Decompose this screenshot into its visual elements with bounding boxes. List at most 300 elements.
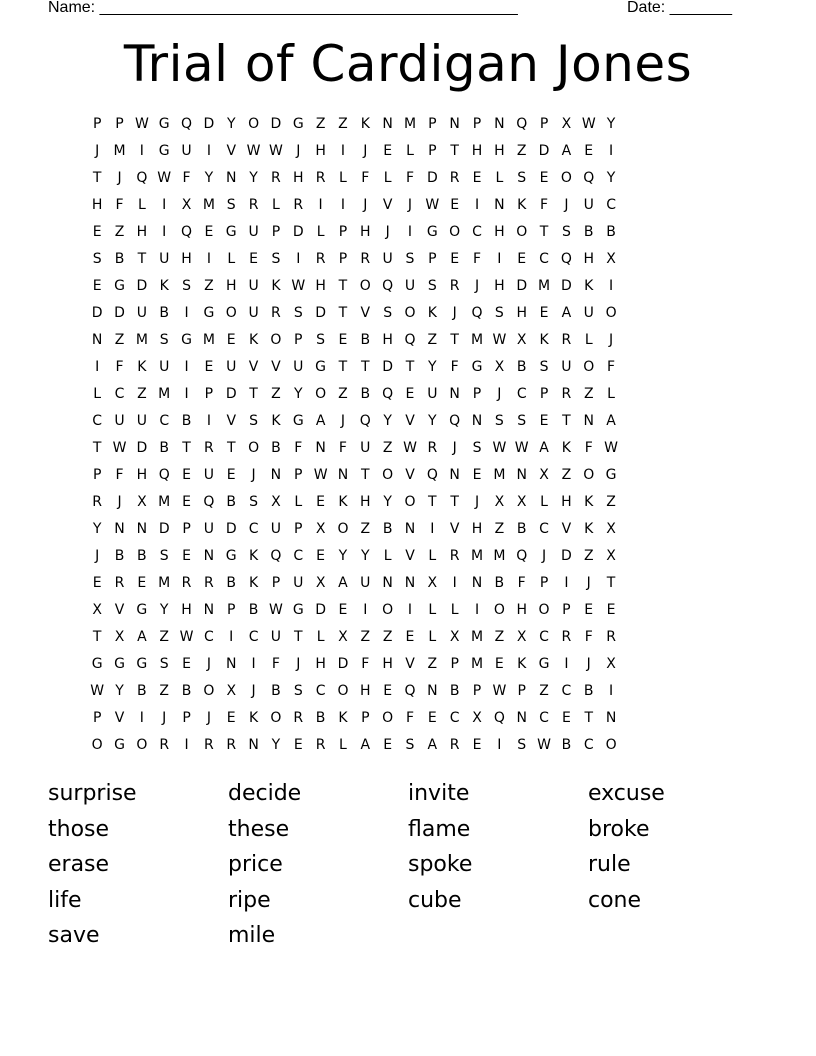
grid-letter: M — [113, 143, 126, 159]
word-list-row — [48, 779, 768, 815]
grid-letter: O — [270, 332, 282, 348]
grid-letter: Z — [204, 278, 214, 294]
grid-letter: Q — [136, 170, 148, 186]
grid-letter: P — [294, 467, 303, 483]
grid-letter: Q — [181, 116, 193, 132]
grid-letter: R — [114, 575, 125, 591]
grid-letter: P — [271, 224, 281, 240]
grid-letter: E — [427, 710, 437, 726]
grid-letter: F — [472, 251, 482, 267]
grid-letter: O — [203, 683, 215, 699]
grid-letter: J — [206, 656, 211, 672]
grid-letter: N — [270, 467, 282, 483]
word-list-item: cube — [408, 887, 462, 913]
grid-letter: T — [338, 359, 348, 375]
grid-letter: Q — [560, 251, 572, 267]
grid-letter: C — [449, 710, 460, 726]
grid-row — [86, 466, 734, 493]
grid-letter: W — [537, 737, 551, 753]
grid-letter: F — [584, 440, 593, 456]
grid-letter: T — [428, 494, 437, 510]
grid-row — [86, 520, 734, 547]
grid-letter: H — [382, 332, 393, 348]
name-field-label: Name: _______________________________________________ — [48, 0, 518, 16]
grid-letter: C — [516, 386, 527, 402]
grid-letter: I — [452, 575, 457, 591]
grid-letter: B — [159, 305, 169, 321]
grid-letter: X — [606, 521, 616, 537]
grid-letter: D — [426, 170, 438, 186]
grid-letter: O — [516, 224, 528, 240]
grid-letter: J — [117, 494, 122, 510]
grid-letter: N — [248, 737, 259, 753]
grid-letter: F — [361, 170, 370, 186]
grid-letter: V — [360, 305, 371, 321]
word-list-item: ripe — [228, 887, 271, 913]
grid-letter: I — [340, 143, 346, 159]
grid-letter: W — [492, 440, 507, 456]
grid-letter: T — [450, 143, 459, 159]
grid-letter: Z — [427, 656, 438, 672]
grid-letter: N — [494, 197, 505, 213]
grid-letter: G — [538, 656, 550, 672]
grid-letter: Y — [606, 116, 616, 132]
grid-letter: I — [95, 359, 100, 375]
grid-letter: U — [583, 197, 594, 213]
grid-letter: J — [296, 656, 301, 672]
grid-letter: R — [427, 440, 438, 456]
grid-letter: D — [270, 116, 282, 132]
grid-letter: I — [497, 251, 502, 267]
grid-letter: E — [584, 143, 594, 159]
grid-letter: I — [474, 197, 480, 213]
grid-letter: X — [226, 683, 237, 699]
grid-letter: W — [514, 440, 529, 456]
page-title: Trial of Cardigan Jones — [123, 35, 693, 93]
grid-letter: I — [184, 359, 189, 375]
date-field-label: Date: _______ — [627, 0, 732, 16]
grid-letter: N — [114, 521, 125, 537]
grid-letter: H — [360, 224, 371, 240]
grid-letter: N — [91, 332, 103, 348]
grid-letter: W — [581, 116, 596, 132]
grid-letter: E — [383, 683, 393, 699]
grid-letter: U — [293, 575, 304, 591]
grid-letter: F — [405, 170, 415, 186]
grid-letter: X — [92, 602, 102, 618]
grid-letter: O — [136, 737, 148, 753]
grid-letter: S — [159, 548, 169, 564]
grid-letter: D — [337, 656, 349, 672]
grid-letter: J — [407, 197, 413, 213]
grid-letter: B — [583, 683, 594, 699]
grid-letter: C — [472, 224, 482, 240]
grid-letter: E — [472, 467, 482, 483]
grid-letter: H — [583, 251, 594, 267]
grid-letter: R — [248, 197, 259, 213]
grid-letter: C — [293, 548, 304, 564]
grid-letter: O — [337, 521, 349, 537]
grid-letter: I — [296, 251, 301, 267]
grid-letter: T — [450, 332, 459, 348]
grid-letter: W — [604, 440, 618, 456]
grid-row — [86, 304, 734, 331]
grid-letter: Q — [203, 494, 215, 510]
grid-letter: B — [181, 413, 192, 429]
grid-letter: K — [248, 575, 259, 591]
grid-letter: F — [517, 575, 526, 591]
grid-letter: Z — [159, 683, 169, 699]
grid-letter: M — [135, 332, 148, 348]
grid-letter: V — [382, 197, 393, 213]
grid-letter: I — [184, 737, 189, 753]
grid-letter: D — [203, 116, 215, 132]
grid-letter: M — [202, 332, 215, 348]
grid-letter: N — [494, 116, 505, 132]
grid-letter: L — [540, 494, 548, 510]
grid-letter: S — [405, 251, 415, 267]
grid-letter: L — [383, 548, 392, 564]
grid-letter: M — [158, 386, 171, 402]
grid-letter: Z — [338, 116, 348, 132]
grid-letter: P — [539, 575, 549, 591]
grid-letter: J — [251, 467, 256, 483]
grid-letter: U — [181, 143, 192, 159]
grid-letter: I — [139, 710, 144, 726]
grid-letter: P — [338, 251, 348, 267]
grid-letter: B — [606, 224, 616, 240]
grid-letter: A — [427, 737, 438, 753]
grid-letter: D — [538, 143, 550, 159]
grid-letter: N — [225, 170, 237, 186]
grid-letter: Q — [158, 467, 170, 483]
grid-letter: O — [248, 116, 260, 132]
word-list-item: mile — [228, 923, 276, 949]
grid-letter: J — [586, 575, 591, 591]
grid-letter: V — [248, 359, 259, 375]
grid-letter: M — [470, 332, 484, 348]
grid-letter: X — [427, 575, 438, 591]
grid-letter: E — [450, 197, 460, 213]
grid-letter: C — [539, 710, 549, 726]
grid-letter: U — [226, 359, 237, 375]
grid-letter: L — [339, 737, 347, 753]
grid-letter: G — [315, 359, 327, 375]
grid-letter: F — [584, 629, 593, 645]
grid-letter: V — [449, 521, 460, 537]
grid-letter: E — [405, 386, 415, 402]
grid-letter: L — [607, 386, 615, 402]
grid-letter: N — [404, 575, 416, 591]
grid-letter: M — [158, 494, 171, 510]
grid-letter: D — [382, 359, 394, 375]
grid-letter: B — [516, 359, 527, 375]
grid-letter: G — [292, 116, 304, 132]
grid-letter: M — [538, 278, 551, 294]
grid-letter: D — [315, 305, 326, 321]
grid-letter: L — [316, 629, 325, 645]
grid-letter: H — [91, 197, 103, 213]
grid-letter: W — [134, 116, 149, 132]
grid-letter: U — [293, 359, 304, 375]
grid-letter: C — [248, 629, 259, 645]
word-list-item: cone — [588, 887, 642, 913]
grid-letter: D — [292, 224, 304, 240]
grid-letter: X — [315, 575, 326, 591]
grid-letter: Y — [249, 170, 258, 186]
grid-row — [86, 169, 734, 196]
grid-letter: R — [315, 737, 326, 753]
grid-letter: F — [182, 170, 191, 186]
grid-letter: T — [361, 359, 370, 375]
grid-letter: E — [249, 251, 258, 267]
grid-letter: C — [315, 683, 326, 699]
grid-letter: O — [538, 602, 550, 618]
grid-letter: I — [162, 197, 167, 213]
grid-letter: U — [136, 305, 147, 321]
grid-letter: T — [182, 440, 191, 456]
grid-letter: A — [360, 737, 371, 753]
grid-row — [86, 331, 734, 358]
grid-letter: Y — [338, 548, 348, 564]
grid-letter: T — [606, 575, 616, 591]
grid-letter: Q — [493, 710, 505, 726]
grid-letter: G — [136, 602, 148, 618]
grid-row — [86, 277, 734, 304]
grid-letter: J — [95, 143, 100, 159]
grid-letter: X — [606, 656, 616, 672]
grid-letter: G — [426, 224, 438, 240]
grid-letter: E — [226, 332, 236, 348]
grid-letter: L — [428, 548, 437, 564]
grid-letter: K — [159, 278, 169, 294]
grid-letter: O — [270, 710, 282, 726]
grid-letter: K — [338, 494, 348, 510]
grid-letter: C — [248, 521, 259, 537]
grid-letter: F — [271, 656, 280, 672]
grid-letter: T — [249, 386, 258, 402]
grid-letter: O — [404, 305, 416, 321]
grid-letter: S — [517, 170, 527, 186]
word-list-item: surprise — [48, 781, 137, 806]
grid-letter: E — [92, 224, 102, 240]
grid-letter: J — [251, 683, 256, 699]
grid-letter: U — [583, 305, 594, 321]
grid-letter: J — [497, 386, 502, 402]
grid-letter: M — [158, 575, 171, 591]
grid-letter: Y — [204, 170, 214, 186]
grid-letter: R — [606, 629, 616, 645]
grid-letter: U — [136, 413, 147, 429]
grid-letter: E — [137, 575, 147, 591]
grid-letter: B — [137, 683, 147, 699]
grid-letter: P — [92, 467, 102, 483]
grid-letter: N — [471, 413, 483, 429]
grid-letter: E — [316, 548, 326, 564]
grid-letter: M — [470, 656, 484, 672]
grid-letter: P — [294, 332, 303, 348]
grid-letter: H — [382, 656, 393, 672]
grid-letter: R — [360, 251, 371, 267]
word-list-row — [48, 921, 768, 957]
grid-letter: B — [248, 602, 259, 618]
grid-letter: Z — [539, 683, 549, 699]
grid-letter: J — [206, 710, 211, 726]
word-list-item: spoke — [408, 852, 473, 878]
word-list-item: broke — [588, 816, 650, 842]
grid-letter: I — [609, 143, 614, 159]
grid-letter: I — [139, 143, 144, 159]
grid-letter: C — [204, 629, 214, 645]
grid-letter: S — [472, 440, 482, 456]
grid-letter: M — [493, 467, 506, 483]
grid-letter: Z — [494, 629, 505, 645]
grid-letter: D — [225, 521, 237, 537]
grid-letter: F — [607, 359, 616, 375]
grid-letter: E — [226, 710, 236, 726]
grid-letter: K — [584, 278, 594, 294]
grid-letter: P — [271, 575, 281, 591]
grid-letter: P — [92, 116, 102, 132]
grid-letter: E — [182, 656, 191, 672]
grid-letter: X — [449, 629, 460, 645]
grid-letter: T — [584, 710, 594, 726]
grid-letter: D — [136, 440, 148, 456]
grid-letter: T — [226, 440, 236, 456]
grid-letter: J — [296, 143, 301, 159]
grid-letter: V — [114, 602, 125, 618]
grid-letter: V — [271, 359, 281, 375]
grid-row — [86, 709, 734, 736]
grid-letter: O — [382, 602, 394, 618]
grid-letter: L — [316, 224, 325, 240]
grid-letter: C — [539, 629, 549, 645]
grid-letter: A — [315, 413, 326, 429]
grid-letter: Z — [494, 521, 505, 537]
grid-letter: K — [561, 440, 571, 456]
grid-letter: N — [449, 116, 460, 132]
grid-letter: K — [248, 710, 259, 726]
grid-letter: E — [405, 629, 415, 645]
grid-letter: P — [450, 656, 459, 672]
grid-letter: H — [471, 521, 483, 537]
grid-letter: X — [561, 116, 572, 132]
grid-letter: R — [449, 548, 460, 564]
grid-letter: B — [271, 683, 281, 699]
grid-letter: U — [427, 386, 438, 402]
grid-letter: V — [114, 710, 125, 726]
grid-letter: Z — [583, 548, 594, 564]
grid-letter: G — [292, 413, 304, 429]
grid-letter: X — [539, 467, 549, 483]
grid-letter: N — [516, 710, 527, 726]
grid-letter: T — [92, 440, 102, 456]
grid-letter: I — [407, 224, 413, 240]
grid-letter: H — [494, 278, 505, 294]
grid-row — [86, 736, 734, 763]
grid-letter: H — [181, 602, 192, 618]
grid-letter: O — [337, 683, 349, 699]
grid-letter: R — [449, 170, 460, 186]
grid-letter: A — [561, 143, 572, 159]
grid-letter: V — [405, 656, 415, 672]
grid-letter: N — [136, 521, 148, 537]
grid-letter: K — [360, 116, 370, 132]
grid-letter: U — [561, 359, 572, 375]
grid-letter: S — [182, 278, 191, 294]
grid-letter: L — [450, 602, 459, 618]
grid-letter: T — [361, 467, 370, 483]
grid-letter: O — [583, 359, 595, 375]
grid-letter: R — [204, 737, 214, 753]
grid-letter: M — [493, 548, 506, 564]
grid-letter: Z — [360, 629, 371, 645]
grid-letter: B — [382, 521, 393, 537]
grid-letter: O — [493, 602, 505, 618]
grid-letter: Q — [426, 467, 438, 483]
grid-letter: H — [360, 494, 371, 510]
grid-letter: L — [383, 170, 392, 186]
grid-letter: B — [271, 440, 281, 456]
grid-letter: N — [203, 548, 215, 564]
grid-letter: V — [226, 413, 237, 429]
grid-letter: J — [385, 224, 390, 240]
grid-letter: K — [427, 305, 437, 321]
grid-letter: S — [316, 332, 326, 348]
grid-letter: O — [225, 305, 237, 321]
grid-letter: B — [516, 521, 527, 537]
grid-letter: P — [539, 116, 549, 132]
word-list-item: decide — [228, 781, 302, 806]
grid-letter: Y — [383, 494, 392, 510]
grid-letter: W — [403, 440, 417, 456]
grid-letter: T — [92, 629, 102, 645]
grid-letter: X — [516, 629, 527, 645]
grid-letter: D — [561, 548, 572, 564]
grid-row — [86, 412, 734, 439]
grid-letter: S — [226, 197, 236, 213]
grid-letter: M — [403, 116, 417, 132]
grid-letter: M — [202, 197, 215, 213]
grid-letter: O — [91, 737, 103, 753]
grid-letter: S — [405, 737, 415, 753]
grid-letter: P — [338, 224, 348, 240]
grid-letter: X — [271, 494, 281, 510]
grid-letter: Q — [359, 413, 371, 429]
grid-letter: E — [472, 737, 482, 753]
grid-letter: I — [206, 143, 211, 159]
grid-row — [86, 385, 734, 412]
grid-letter: S — [494, 305, 504, 321]
grid-letter: F — [115, 359, 124, 375]
grid-letter: Y — [115, 683, 124, 699]
grid-letter: J — [340, 413, 346, 429]
grid-letter: G — [203, 305, 215, 321]
grid-letter: L — [428, 602, 437, 618]
grid-letter: D — [136, 278, 148, 294]
grid-letter: H — [516, 602, 527, 618]
grid-letter: Q — [516, 116, 528, 132]
grid-letter: S — [427, 278, 437, 294]
grid-letter: K — [539, 332, 549, 348]
grid-letter: G — [158, 116, 170, 132]
word-list-item: these — [228, 816, 290, 842]
grid-letter: I — [229, 629, 234, 645]
grid-letter: A — [606, 413, 616, 429]
grid-letter: Y — [606, 170, 616, 186]
grid-letter: I — [363, 602, 368, 618]
word-list-item: rule — [588, 852, 631, 878]
